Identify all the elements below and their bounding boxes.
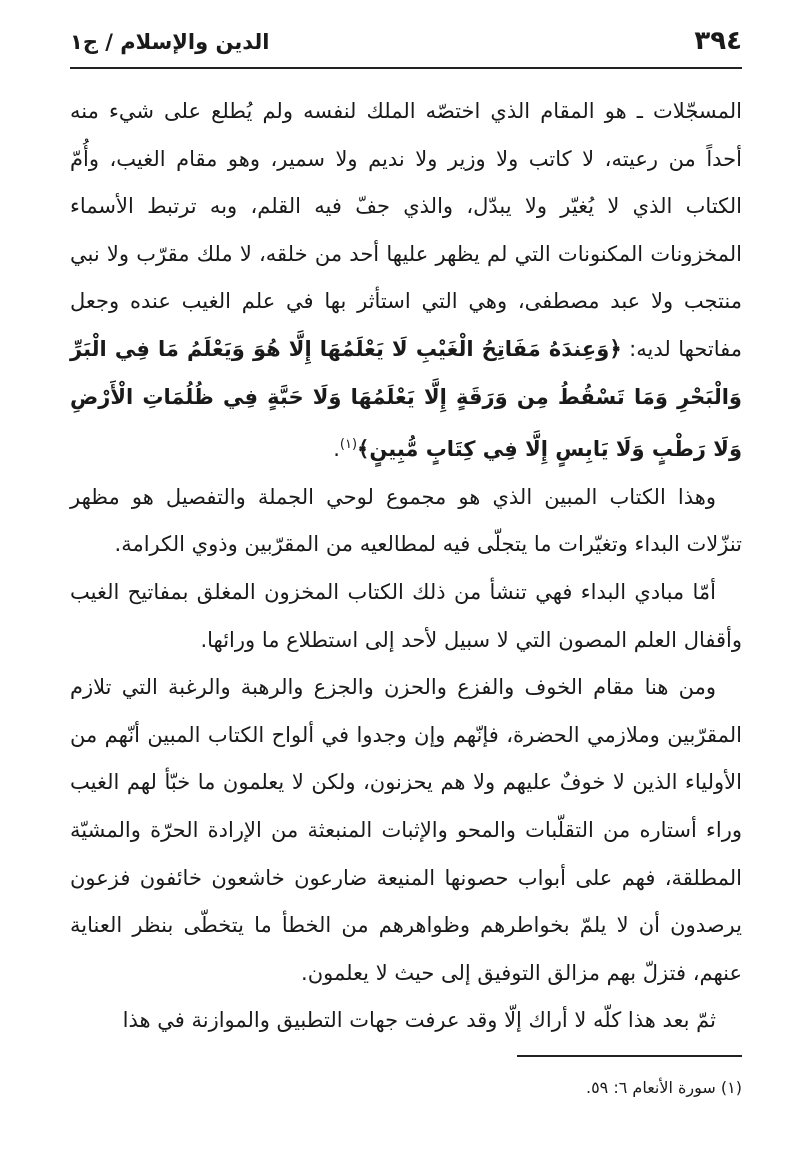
footnote-rule [517,1055,742,1057]
footnote: (١) سورة الأنعام ٦: ٥٩. [585,1078,742,1097]
page-header [70,26,742,66]
paragraph-end: . [333,437,340,462]
paragraph: ومن هنا مقام الخوف والفزع والحزن والجزع والرهبة والرغبة التي تلازم المقرّبين وملازمي الحضرة، فإنّهم وإن وجدوا في ألواح الكتاب المبين أنّهم من الأولياء الذين لا خوفٌ عليهم ولا هم يحزنون، ولكن لا يعلمون ما خبّأ لهم الغيب وراء أستاره من التقلّبات والمحو والإثبات المنبعثة من الإرادة الحرّة والمشيّة المطلقة، فهم على أبواب حصونها المنيعة ضارعون خاشعون خائفون فزعون يرصدون أن لا يلمّ بخواطرهم وظواهرهم من الخطأ ما يتخطّى بنظر العناية عنهم، فتزلّ بهم مزالق التوفيق إلى حيث لا يعلمون. [70,675,742,985]
page-number: ٣٩٤ [694,26,742,56]
running-title: الدين والإسلام / ج١ [70,30,270,54]
paragraph: ثمّ بعد هذا كلّه لا أراك إلّا وقد عرفت جهات التطبيق والموازنة في هذا [122,1008,716,1033]
paragraph: أمّا مبادي البداء فهي تنشأ من ذلك الكتاب المخزون المغلق بمفاتيح الغيب وأقفال العلم المصون التي لا سبيل لأحد إلى استطلاع ما ورائها. [70,579,742,652]
paragraph: وهذا الكتاب المبين الذي هو مجموع لوحي الجملة والتفصيل هو مظهر تنزّلات البداء وتغيّرات ما يتجلّى فيه لمطالعيه من المقرّبين وذوي الكرامة. [70,484,742,557]
footnote-reference: (١) [339,437,358,453]
quran-verse: ﴿وَعِندَهُ مَفَاتِحُ الْغَيْبِ لَا يَعْلَمُهَا إِلَّا هُوَ وَيَعْلَمُ مَا فِي الْبَرِّ وَالْبَحْرِ وَمَا تَسْقُطُ مِن وَرَقَةٍ إِلَّا يَعْلَمُهَا وَلَا حَبَّةٍ فِي ظُلُمَاتِ الْأَرْضِ وَلَا رَطْبٍ وَلَا يَابِسٍ إِلَّا فِي كِتَابٍ مُّبِينٍ﴾ [70,336,742,462]
body-text [70,88,742,1045]
header-rule [70,67,742,69]
paragraph-text: المسجّلات ـ هو المقام الذي اختصّه الملك لنفسه ولم يُطلع على شيء منه أحداً من رعيته، لا كاتب ولا وزير ولا نديم ولا سمير، وهو مقام الغيب، وأُمّ الكتاب الذي لا يُغيّر ولا يبدّل، والذي جفّ فيه القلم، وبه ترتبط الأسماء المخزونات المكنونات التي لم يظهر عليها أحد من خلقه، لا ملك مقرّب ولا نبي منتجب ولا عبد مصطفى، وهي التي استأثر بها في علم الغيب عنده وجعل مفاتحها لديه: [70,99,742,361]
paragraph [70,88,742,474]
